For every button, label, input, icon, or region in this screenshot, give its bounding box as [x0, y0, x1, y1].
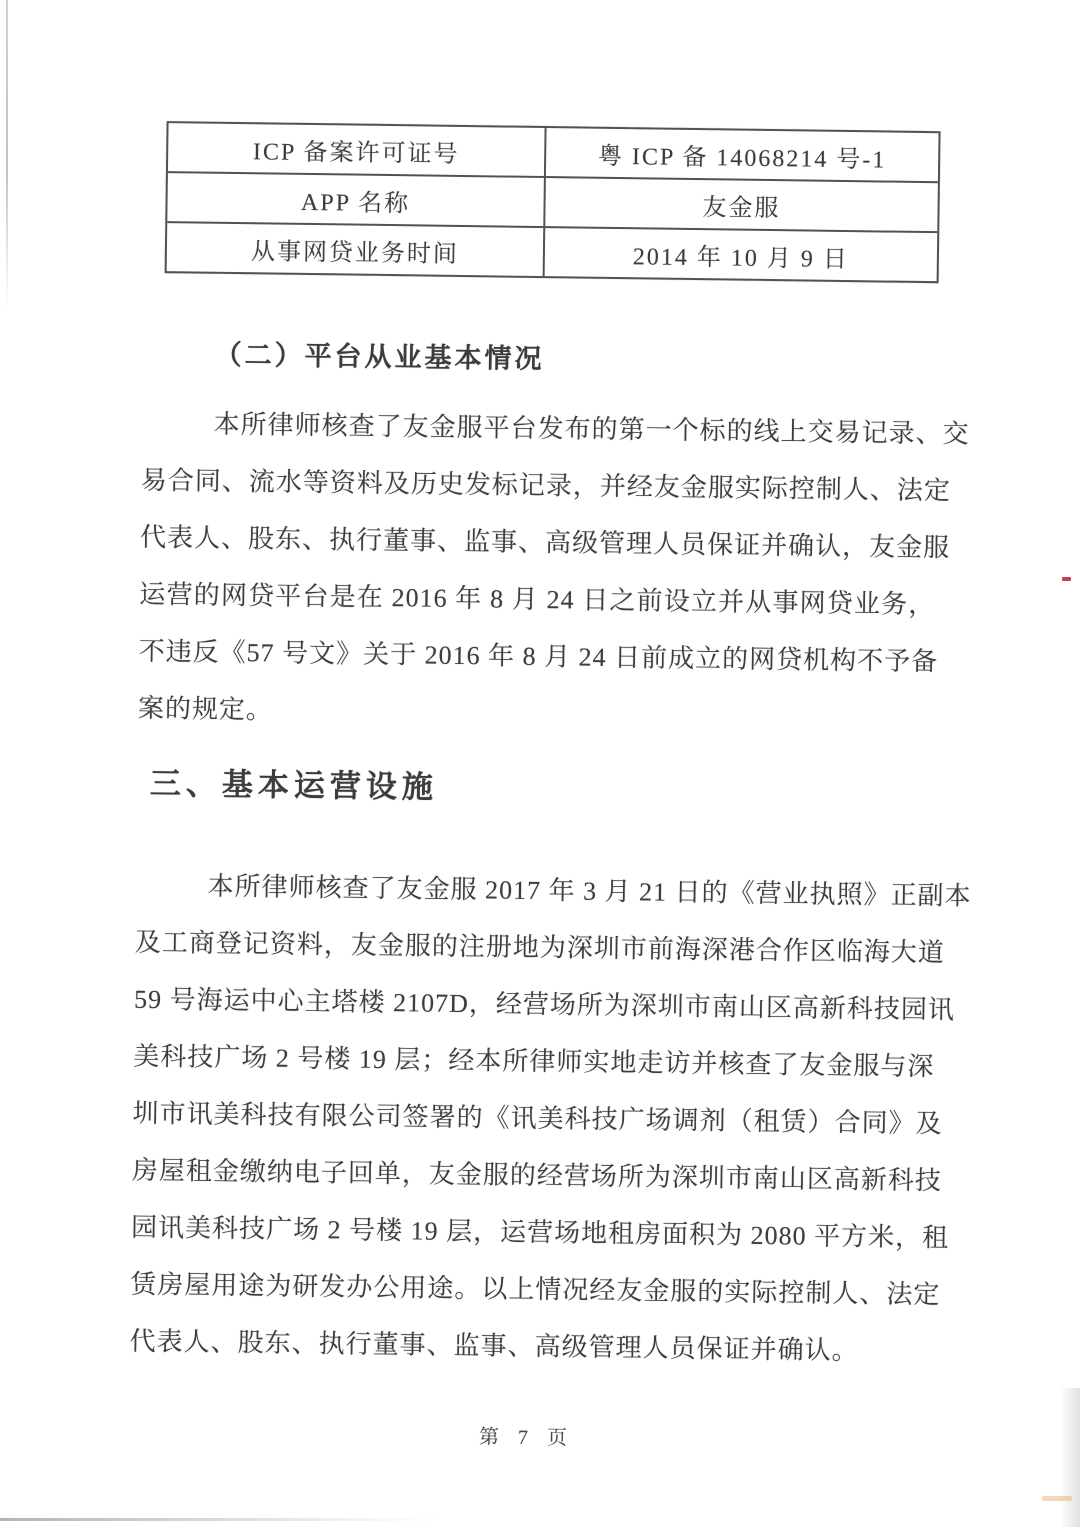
registration-info-table: [165, 121, 941, 283]
row-value-cell: 友金服: [702, 194, 781, 222]
text-line: 59 号海运中心主塔楼 2107D，经营场所为深圳市南山区高新科技园讯: [133, 984, 956, 1025]
table-row: [167, 171, 938, 231]
text-line: 及工商登记资料，友金服的注册地为深圳市前海深港合作区临海大道: [134, 927, 946, 968]
page-content: [0, 119, 1080, 1457]
scan-shadow-right: [1060, 1388, 1080, 1527]
paragraph-operating-facilities: [129, 857, 972, 1380]
scan-edge-line-bottom: [0, 1518, 440, 1521]
table-row: [168, 123, 939, 181]
orange-ink-mark: [1042, 1496, 1072, 1501]
text-line: 赁房屋用途为研发办公用途。以上情况经友金服的实际控制人、法定: [130, 1269, 941, 1310]
text-line: 美科技广场 2 号楼 19 层；经本所律师实地走访并核查了友金服与深: [133, 1041, 935, 1082]
text-line: 运营的网贷平台是在 2016 年 8 月 24 日之前设立并从事网贷业务，: [139, 579, 936, 620]
text-line: 房屋租金缴纳电子回单，友金服的经营场所为深圳市南山区高新科技: [131, 1155, 943, 1196]
heading-platform-overview: （二）平台从业基本情况: [214, 339, 545, 375]
row-label-cell: APP 名称: [167, 173, 546, 226]
text-line: 代表人、股东、执行董事、监事、高级管理人员保证并确认。: [129, 1326, 859, 1366]
text-line: 园讯美科技广场 2 号楼 19 层，运营场地租房面积为 2080 平方米，租: [130, 1212, 950, 1253]
text-line: 本所律师核查了友金服平台发布的第一个标的线上交易记录、交: [213, 409, 970, 449]
text-line: 不违反《57 号文》关于 2016 年 8 月 24 日前成立的网贷机构不予备: [138, 636, 939, 677]
text-line: 易合同、流水等资料及历史发标记录，并经友金服实际控制人、法定: [140, 465, 952, 506]
row-label-cell: ICP 备案许可证号: [168, 123, 547, 176]
paragraph-platform-overview: [137, 395, 970, 747]
red-ink-mark: [1062, 577, 1071, 581]
row-value-cell: 2014 年 10 月 9 日: [632, 243, 850, 273]
text-line: 案的规定。: [137, 693, 274, 725]
heading-operating-facilities: 三、基本运营设施: [149, 765, 439, 805]
text-line: 本所律师核查了友金服 2017 年 3 月 21 日的《营业执照》正副本: [207, 871, 972, 911]
text-line: 圳市讯美科技有限公司签署的《讯美科技广场调剂（租赁）合同》及: [132, 1098, 943, 1139]
page-number: 第 7 页: [478, 1426, 575, 1450]
table-row: [167, 221, 938, 281]
text-line: 代表人、股东、执行董事、监事、高级管理人员保证并确认，友金服: [139, 522, 951, 563]
scan-edge-line-left: [6, 0, 8, 312]
row-label-cell: 从事网贷业务时间: [167, 223, 546, 276]
row-value-cell: 粤 ICP 备 14068214 号-1: [597, 143, 887, 174]
